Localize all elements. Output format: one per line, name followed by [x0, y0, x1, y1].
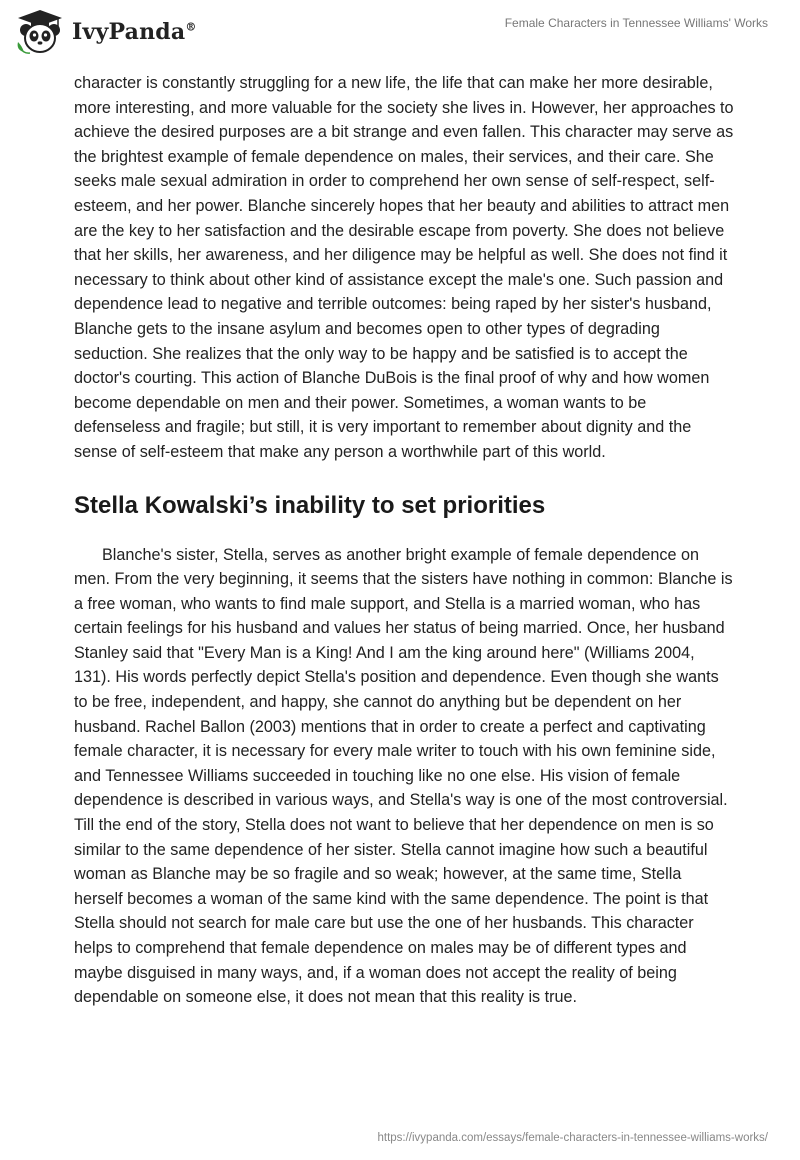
- page-header: [0, 0, 800, 64]
- source-url[interactable]: https://ivypanda.com/essays/female-characters-in-tennessee-williams-works/: [377, 1132, 768, 1144]
- logo-wordmark: IvyPanda®: [72, 19, 197, 45]
- paragraph-stella: Blanche's sister, Stella, serves as another bright example of female dependence on men. From the very beginning, it seems that the sisters have nothing in common: Blanche is a free woman, who wants to find male support, and Stella is a married woman, who has certain feelings for his husband and values her status of being married. Once, her husband Stanley said that "Every Man is a King! And I am the king around here" (Williams 2004, 131). His words perfectly depict Stella's position and dependence. Even though she wants to be free, independent, and happy, she cannot do anything but be dependent on her husband. Rachel Ballon (2003) mentions that in order to create a perfect and captivating female character, it is necessary for every male writer to touch with his own feminine side, and Tennessee Williams succeeded in touching like no one else. His vision of female dependence is described in various ways, and Stella's way is one of the most controversial. Till the end of the story, Stella does not want to believe that her dependence on men is so similar to the same dependence of her sister. Stella cannot imagine how such a beautiful woman as Blanche may be so fragile and so weak; however, at the same time, Stella herself becomes a woman of the same kind with the same dependence. The point is that Stella should not search for male care but use the one of her husbands. This character helps to comprehend that female dependence on males may be of different types and maybe disguised in many ways, and, if a woman does not accept the reality of being dependable on someone else, it does not mean that this reality is true.: [74, 545, 733, 1007]
- document-title: Female Characters in Tennessee Williams' Works: [504, 16, 768, 30]
- section-heading-stella: Stella Kowalski’s inability to set priorities: [74, 491, 546, 519]
- site-logo[interactable]: [14, 8, 197, 56]
- panda-graduate-icon: [14, 8, 66, 56]
- essay-body: [74, 71, 734, 1010]
- paragraph-blanche: character is constantly struggling for a new life, the life that can make her more desirable, more interesting, and more valuable for the society she lives in. However, her approaches to achieve the desired purposes are a bit strange and even fallen. This character may serve as the brightest example of female dependence on males, their services, and their care. She seeks male sexual admiration in order to comprehend her own sense of self-respect, self-esteem, and her power. Blanche sincerely hopes that her beauty and abilities to attract men are the key to her satisfaction and the desirable escape from poverty. She does not believe that her skills, her awareness, and her diligence may be helpful as well. She does not find it necessary to think about other kind of assistance except the male's one. Such passion and dependence lead to negative and terrible outcomes: being raped by her sister's husband, Blanche gets to the insane asylum and becomes open to other types of degrading seduction. She realizes that the only way to be happy and be satisfied is to accept the doctor's courting. This action of Blanche DuBois is the final proof of why and how women become dependable on men and their power. Sometimes, a woman wants to be defenseless and fragile; but still, it is very important to remember about dignity and the sense of self-esteem that make any person a worthwhile part of this world.: [74, 74, 734, 461]
